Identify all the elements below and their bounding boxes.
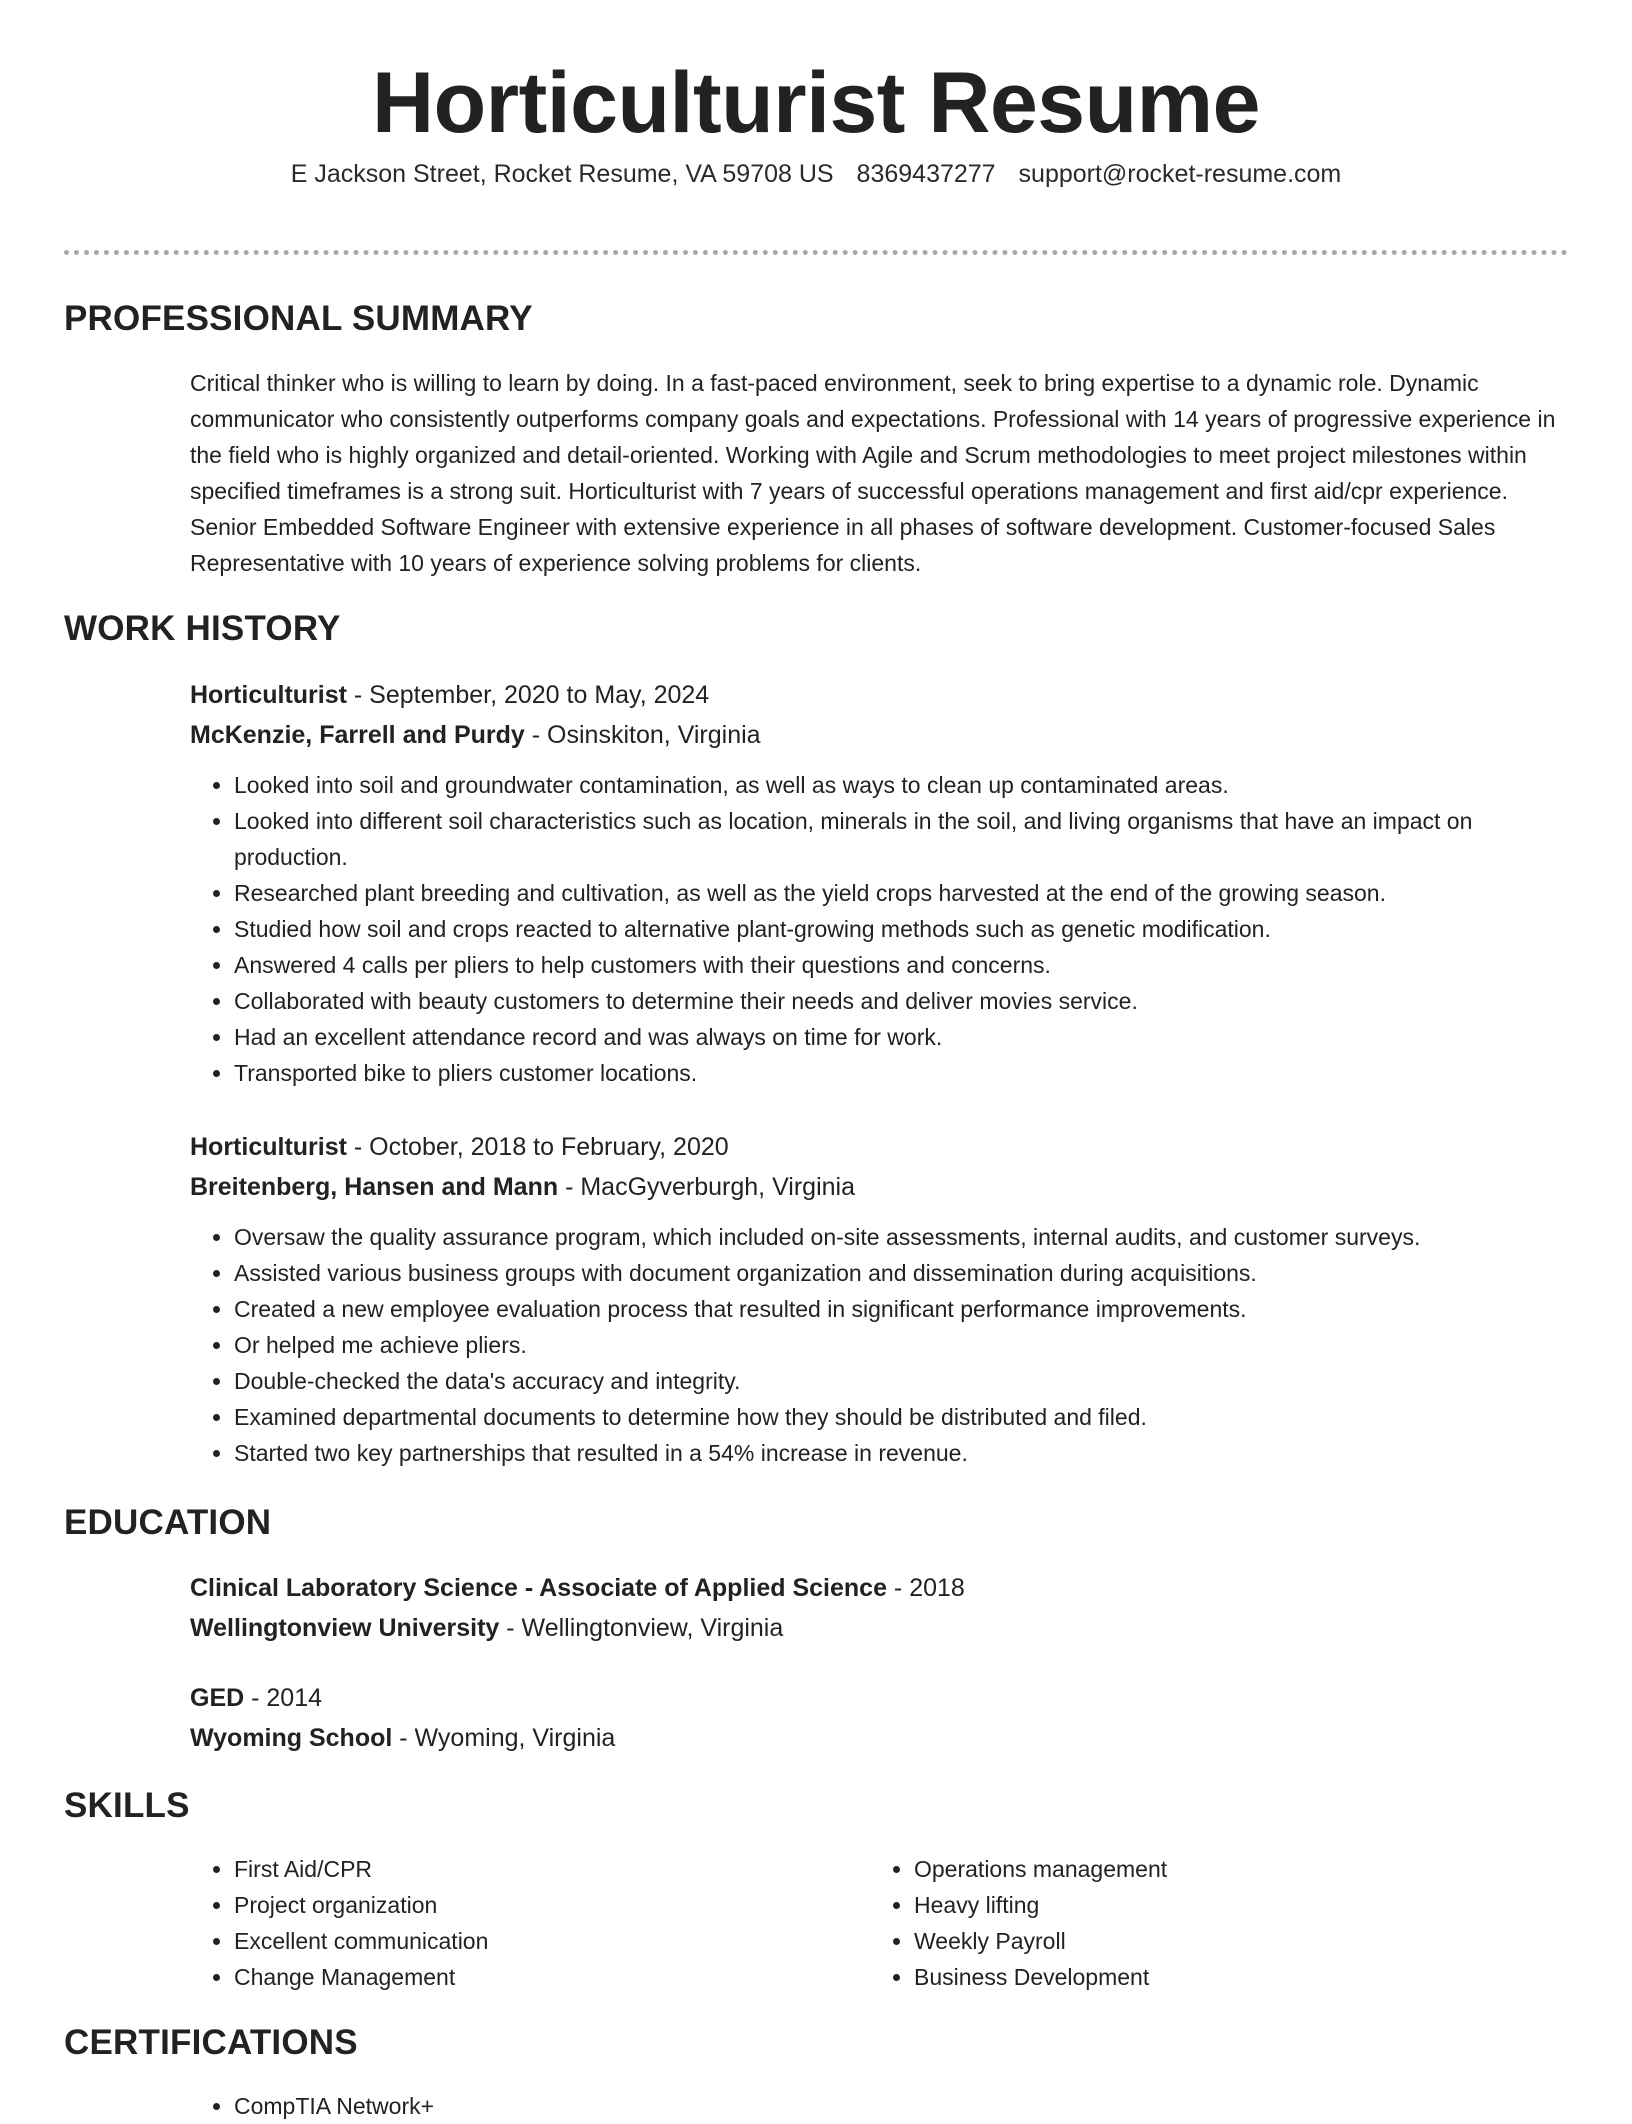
summary-heading: PROFESSIONAL SUMMARY: [64, 299, 533, 338]
degree-year: - 2018: [886, 1574, 965, 1602]
skills-list: [190, 1851, 1568, 1995]
list-item: • Collaborated with beauty customers to determine their needs and deliver movies service.: [234, 983, 1568, 1019]
education-entry: [190, 1568, 1568, 1648]
job-entry: [190, 675, 1568, 1091]
school-location: - Wellingtonview, Virginia: [499, 1614, 784, 1642]
list-item: • First Aid/CPR: [234, 1851, 870, 1887]
job-location: - Osinskiton, Virginia: [524, 721, 761, 749]
job-company-line: [190, 715, 1568, 755]
job-title-line: [190, 675, 1568, 715]
resume-page: [64, 0, 1568, 2119]
contact-phone: 8369437277: [856, 160, 996, 188]
job-company-line: [190, 1167, 1568, 1207]
header-divider: [64, 250, 1568, 255]
contact-email: support@rocket-resume.com: [1018, 160, 1342, 188]
job-bullets: [190, 1219, 1568, 1471]
contact-line: [64, 158, 1568, 190]
work-history-heading: WORK HISTORY: [64, 609, 341, 648]
list-item: • Business Development: [914, 1959, 1550, 1995]
job-entry: [190, 1127, 1568, 1471]
skills-column-right: [870, 1851, 1550, 1995]
list-item: • Excellent communication: [234, 1923, 870, 1959]
list-item: • Started two key partnerships that resulted in a 54% increase in revenue.: [234, 1435, 1568, 1471]
job-dates: - September, 2020 to May, 2024: [346, 681, 710, 709]
job-title: Horticulturist: [190, 681, 347, 709]
list-item: • Researched plant breeding and cultivation, as well as the yield crops harvested at the end of the growing season.: [234, 875, 1568, 911]
list-item: • Answered 4 calls per pliers to help customers with their questions and concerns.: [234, 947, 1568, 983]
degree: GED: [190, 1684, 245, 1712]
job-bullets: [190, 767, 1568, 1091]
skills-heading: SKILLS: [64, 1786, 190, 1825]
list-item: • Weekly Payroll: [914, 1923, 1550, 1959]
job-company: McKenzie, Farrell and Purdy: [190, 721, 525, 749]
degree: Clinical Laboratory Science - Associate of Applied Science: [190, 1574, 887, 1602]
education-heading: EDUCATION: [64, 1503, 272, 1542]
list-item: • Looked into different soil characteristics such as location, minerals in the soil, and living organisms that have an impact on production.: [234, 803, 1568, 875]
list-item: • Examined departmental documents to determine how they should be distributed and filed.: [234, 1399, 1568, 1435]
skills-bullets: [190, 1851, 870, 1995]
school: Wyoming School: [190, 1724, 393, 1752]
school: Wellingtonview University: [190, 1614, 500, 1642]
list-item: • Oversaw the quality assurance program, which included on-site assessments, internal audits, and customer surveys.: [234, 1219, 1568, 1255]
list-item: • Or helped me achieve pliers.: [234, 1327, 1568, 1363]
certifications-bullets: [190, 2088, 1568, 2124]
job-location: - MacGyverburgh, Virginia: [558, 1173, 855, 1201]
education-entry: [190, 1678, 1568, 1758]
degree-year: - 2014: [244, 1684, 323, 1712]
skills-column-left: [190, 1851, 870, 1995]
list-item: • Heavy lifting: [914, 1887, 1550, 1923]
skills-bullets: [870, 1851, 1550, 1995]
job-title-line: [190, 1127, 1568, 1167]
school-location: - Wyoming, Virginia: [392, 1724, 616, 1752]
resume-title: Horticulturist Resume: [372, 55, 1260, 151]
degree-line: [190, 1568, 1568, 1608]
list-item: • Change Management: [234, 1959, 870, 1995]
job-title: Horticulturist: [190, 1133, 347, 1161]
list-item: • Double-checked the data's accuracy and integrity.: [234, 1363, 1568, 1399]
list-item: • Project organization: [234, 1887, 870, 1923]
contact-address: E Jackson Street, Rocket Resume, VA 59708 US: [290, 160, 834, 188]
school-line: [190, 1718, 1568, 1758]
list-item: • Studied how soil and crops reacted to alternative plant-growing methods such as genetic modification.: [234, 911, 1568, 947]
list-item: • Transported bike to pliers customer locations.: [234, 1055, 1568, 1091]
list-item: • CompTIA Network+: [234, 2088, 1568, 2124]
list-item: • Operations management: [914, 1851, 1550, 1887]
degree-line: [190, 1678, 1568, 1718]
certifications-list: [190, 2088, 1568, 2124]
school-line: [190, 1608, 1568, 1648]
certifications-heading: CERTIFICATIONS: [64, 2023, 358, 2062]
list-item: • Looked into soil and groundwater contamination, as well as ways to clean up contaminated areas.: [234, 767, 1568, 803]
list-item: • Had an excellent attendance record and was always on time for work.: [234, 1019, 1568, 1055]
list-item: • Created a new employee evaluation process that resulted in significant performance improvements.: [234, 1291, 1568, 1327]
summary-block: [190, 365, 1568, 581]
summary-text: Critical thinker who is willing to learn by doing. In a fast-paced environment, seek to bring expertise to a dynamic role. Dynamic communicator who consistently outperforms company goals and expectations. Professional with 14 years of progressive experience in the field who is highly organized and detail-oriented. Working with Agile and Scrum methodologies to meet project milestones within specified timeframes is a strong suit. Horticulturist with 7 years of successful operations management and first aid/cpr experience. Senior Embedded Software Engineer with extensive experience in all phases of software development. Customer-focused Sales Representative with 10 years of experience solving problems for clients.: [190, 370, 1556, 576]
job-dates: - October, 2018 to February, 2020: [346, 1133, 729, 1161]
list-item: • Assisted various business groups with document organization and dissemination during acquisitions.: [234, 1255, 1568, 1291]
job-company: Breitenberg, Hansen and Mann: [190, 1173, 559, 1201]
